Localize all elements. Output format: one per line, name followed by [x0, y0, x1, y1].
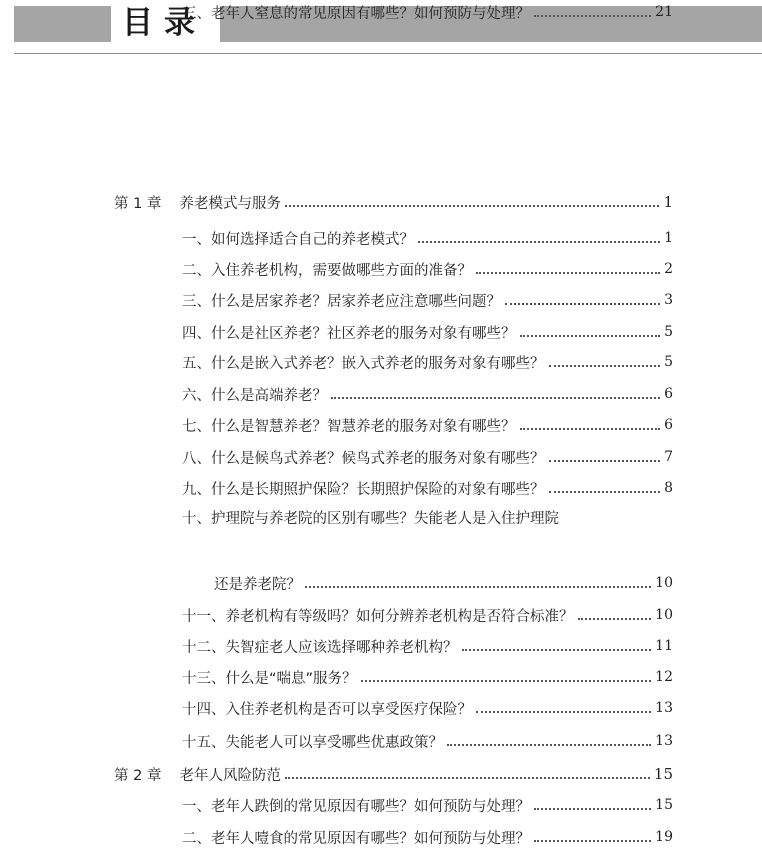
toc-entry-title: 十二、失智症老人应该选择哪种养老机构？: [182, 639, 458, 656]
page-title: 目录: [122, 5, 206, 41]
page-number: 5: [664, 324, 673, 340]
dot-leader: [534, 840, 651, 842]
header-bar-left: [14, 6, 111, 42]
toc-entry-row[interactable]: [182, 665, 673, 689]
dot-leader: [549, 460, 661, 462]
toc-entry-row[interactable]: [182, 793, 673, 817]
toc-entry-row[interactable]: [182, 0, 673, 24]
toc-entry-row[interactable]: [182, 288, 673, 312]
chapter-number: 第 2 章: [114, 767, 162, 784]
toc-entry-row[interactable]: [182, 696, 673, 720]
dot-leader: [447, 744, 651, 746]
page-number: 7: [664, 449, 673, 465]
toc-entry-title: 一、如何选择适合自己的养老模式？: [182, 231, 414, 248]
page-number: 15: [653, 765, 673, 783]
toc-chapter-row[interactable]: [114, 190, 673, 214]
dot-leader: [285, 777, 650, 779]
toc-entry-title: 一、老年人跌倒的常见原因有哪些？如何预防与处理？: [182, 798, 530, 815]
toc-entry-title: 十三、什么是“喘息”服务？: [182, 670, 357, 687]
toc-entry-row[interactable]: [182, 320, 673, 344]
toc-entry-row[interactable]: [182, 413, 673, 437]
toc-entry-title-continued: 还是养老院？: [214, 576, 301, 593]
toc-entry-title: 十四、入住养老机构是否可以享受医疗保险？: [182, 701, 472, 718]
dot-leader: [418, 241, 660, 243]
toc-entry-row[interactable]: [182, 729, 673, 753]
page-number: 6: [664, 417, 673, 433]
toc-entry-title: 七、什么是智慧养老？智慧养老的服务对象有哪些？: [182, 418, 516, 435]
page-number: 19: [655, 829, 673, 845]
dot-leader: [361, 680, 652, 682]
page-number: 8: [664, 480, 673, 496]
page-number: 13: [655, 733, 673, 749]
toc-entry-title: 三、什么是居家养老？居家养老应注意哪些问题？: [182, 293, 501, 310]
page-number: 1: [664, 230, 673, 246]
toc-entry-title: 九、什么是长期照护保险？长期照护保险的对象有哪些？: [182, 481, 545, 498]
toc-entry-row[interactable]: [182, 257, 673, 281]
page-number: 12: [655, 669, 673, 685]
dot-leader: [305, 586, 651, 588]
dot-leader: [285, 205, 660, 207]
dot-leader: [476, 711, 651, 713]
toc-entry-title: 八、什么是候鸟式养老？候鸟式养老的服务对象有哪些？: [182, 450, 545, 467]
dot-leader: [520, 335, 661, 337]
page-number: 10: [655, 607, 673, 623]
dot-leader: [476, 272, 660, 274]
toc-entry-title: 二、入住养老机构，需要做哪些方面的准备？: [182, 262, 472, 279]
dot-leader: [534, 15, 651, 17]
toc-entry-row[interactable]: [182, 226, 673, 250]
toc-entry-row[interactable]: [182, 350, 673, 374]
header-rule: [14, 53, 762, 54]
page-number: 15: [655, 797, 673, 813]
dot-leader: [578, 618, 652, 620]
toc-entry-row[interactable]: [214, 571, 673, 595]
toc-chapter-row[interactable]: [114, 762, 673, 786]
dot-leader: [331, 397, 660, 399]
page-number: 21: [655, 4, 673, 20]
dot-leader: [462, 649, 652, 651]
toc-entry-title: 六、什么是高端养老？: [182, 387, 327, 404]
page-number: 10: [655, 575, 673, 591]
chapter-number: 第 1 章: [114, 195, 162, 212]
page-number: 3: [664, 292, 673, 308]
toc-entry-title: 五、什么是嵌入式养老？嵌入式养老的服务对象有哪些？: [182, 355, 545, 372]
toc-entry-title: 四、什么是社区养老？社区养老的服务对象有哪些？: [182, 325, 516, 342]
page-number: 5: [664, 354, 673, 370]
page-number: 6: [664, 386, 673, 402]
toc-entry-title: 三、老年人窒息的常见原因有哪些？如何预防与处理？: [182, 5, 530, 22]
dot-leader: [549, 491, 661, 493]
dot-leader: [520, 428, 661, 430]
toc-entry-title: 十五、失能老人可以享受哪些优惠政策？: [182, 734, 443, 751]
dot-leader: [534, 808, 651, 810]
page-number: 1: [663, 193, 673, 211]
dot-leader: [549, 365, 661, 367]
toc-entry-title: 十一、养老机构有等级吗？如何分辨养老机构是否符合标准？: [182, 608, 574, 625]
toc-entry-row[interactable]: [182, 476, 673, 500]
toc-entry-row[interactable]: [182, 445, 673, 469]
toc-entry-row[interactable]: [182, 382, 673, 406]
toc-entry-row[interactable]: [182, 603, 673, 627]
toc-entry-row[interactable]: [182, 634, 673, 658]
dot-leader: [505, 303, 660, 305]
toc-entry-row[interactable]: [182, 825, 673, 849]
page-number: 13: [655, 700, 673, 716]
page-number: 11: [655, 638, 673, 654]
page-number: 2: [664, 261, 673, 277]
chapter-title: 养老模式与服务: [179, 195, 281, 212]
toc-entry-title: 十、护理院与养老院的区别有哪些？失能老人是入住护理院: [182, 511, 559, 527]
chapter-title: 老年人风险防范: [179, 767, 281, 784]
toc-entry-title: 二、老年人噎食的常见原因有哪些？如何预防与处理？: [182, 830, 530, 847]
